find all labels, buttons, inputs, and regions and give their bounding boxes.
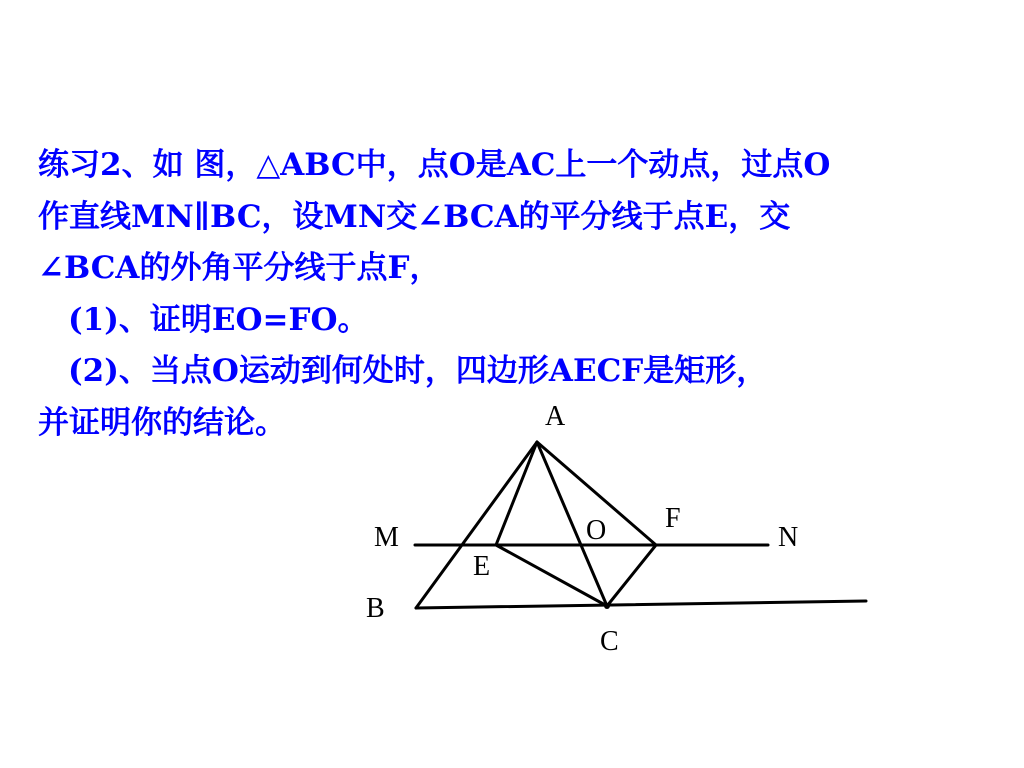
segment-ae — [496, 442, 537, 545]
label-m: M — [374, 522, 399, 553]
label-b: B — [366, 593, 385, 624]
segment-cf — [607, 545, 656, 606]
problem-part-2: (2)、当点O运动到何处时，四边形AECF是矩形， — [68, 353, 768, 389]
segment-ab — [416, 442, 537, 608]
problem-line-6: 并证明你的结论。 — [38, 404, 286, 441]
segment-ce — [496, 545, 607, 606]
label-e: E — [473, 551, 491, 582]
problem-part-1: (1)、证明EO=FO。 — [68, 301, 369, 338]
problem-line-2: 作直线MN∥BC，设MN交∠BCA的平分线于点E，交 — [38, 198, 791, 235]
problem-line-3: ∠BCA的外角平分线于点F， — [38, 250, 441, 286]
label-o: O — [586, 515, 607, 546]
problem-line-1: 练习2、如 图，△ABC中，点O是AC上一个动点，过点O — [38, 147, 831, 183]
label-a: A — [545, 401, 566, 432]
label-n: N — [778, 522, 799, 553]
line-bc-extended — [416, 601, 866, 608]
point-c-dot — [604, 603, 610, 609]
label-c: C — [600, 626, 619, 657]
label-f: F — [665, 503, 681, 534]
